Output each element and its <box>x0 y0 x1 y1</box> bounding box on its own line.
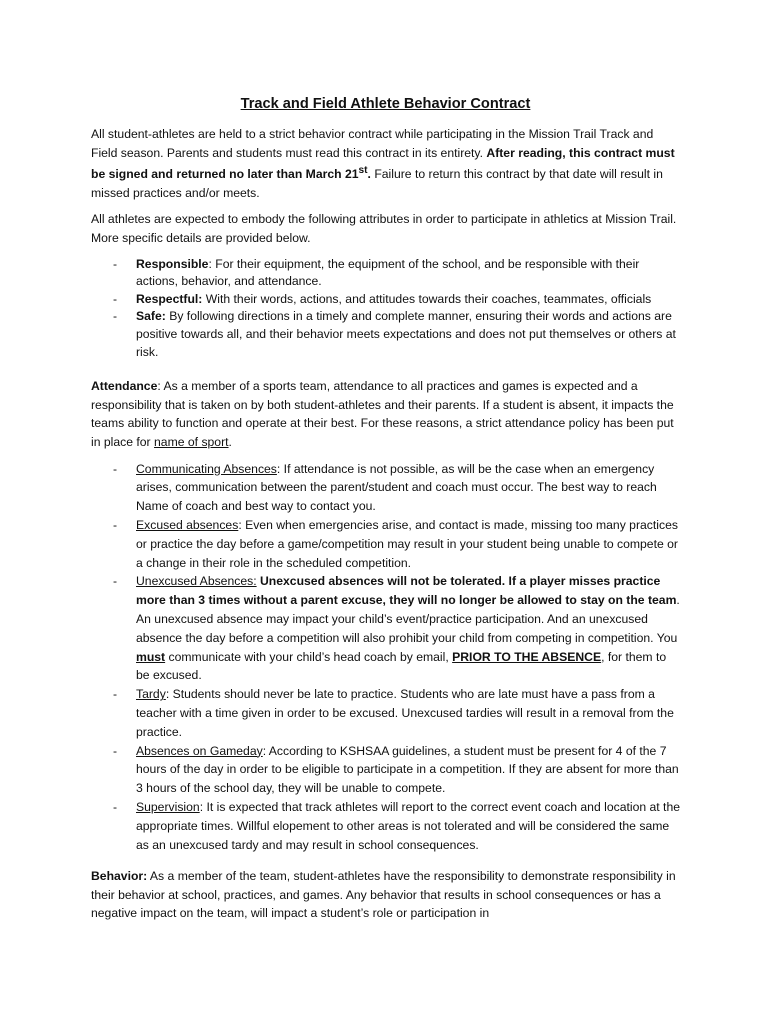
deadline-text: After reading, this contract must be signed and returned no later than March 21 <box>91 145 675 182</box>
attributes-list <box>91 256 680 362</box>
policy-term: Absences on Gameday <box>136 743 263 758</box>
policy-item-excused <box>136 516 680 572</box>
policy-text: : Even when emergencies arise, and contact is made, missing too many practices or practice the day before a game/competition may result in your student being unable to compete or a change in their role in the scheduled competition. <box>136 517 678 570</box>
policy-bold-text: Unexcused absences will not be tolerated. If a player misses practice more than 3 times without a parent excuse, they will no longer be allowed to stay on the team <box>136 574 677 608</box>
behavior-text: As a member of the team, student-athletes have the responsibility to demonstrate responsibility in their behavior at school, practices, and games. Any behavior that results in school consequences or has a negative impact on the team, will impact a student’s role or participation in <box>91 869 676 921</box>
policy-text: communicate with your child’s head coach by email, <box>165 649 453 664</box>
policy-term: Communicating Absences <box>136 461 277 476</box>
attribute-desc: With their words, actions, and attitudes towards their coaches, teammates, officials <box>205 291 652 306</box>
attendance-policy-list <box>91 460 680 855</box>
prior-to-absence-emphasis: PRIOR TO THE ABSENCE <box>452 649 602 664</box>
attribute-item <box>136 291 680 309</box>
policy-text: : According to KSHSAA guidelines, a student must be present for 4 of the 7 hours of the day in order to be eligible to participate in a competition. If they are absent for more than 3 hours of the school day, they will be unable to compete. <box>136 743 679 796</box>
attribute-desc: By following directions in a timely and complete manner, ensuring their words and actions are positive towards all, and their behavior meets expectations and does not put themselves or others at risk. <box>136 309 676 359</box>
attribute-term: Respectful: <box>136 291 203 306</box>
intro-text: All student-athletes are held to a strict behavior contract while participating in the Mission Trail Track and Field season. Parents and students must read this contract in its entirety. <box>91 127 654 160</box>
policy-term: Excused absences <box>136 517 239 532</box>
policy-term: Supervision <box>136 799 200 814</box>
attendance-end: . <box>228 434 232 449</box>
attendance-label: Attendance <box>91 379 158 394</box>
behavior-paragraph <box>91 867 680 923</box>
deadline-ordinal: st <box>358 165 368 177</box>
policy-text: : Students should never be late to practice. Students who are late must have a pass from a teacher with a time given in order to be excused. Unexcused tardies will result in a removal from the practice. <box>136 687 674 739</box>
attendance-paragraph <box>91 377 680 451</box>
policy-item-gameday <box>136 742 680 798</box>
policy-term: Unexcused Absences: <box>136 574 257 589</box>
attribute-term: Safe: <box>136 309 166 324</box>
attribute-item <box>136 308 680 361</box>
policy-text: , for them to be excused. <box>136 649 667 683</box>
intro-paragraph <box>91 125 680 202</box>
policy-term: Tardy <box>136 687 166 702</box>
policy-item-unexcused <box>136 572 680 685</box>
policy-item-communicating <box>136 460 680 516</box>
deadline-period: . <box>367 167 371 182</box>
policy-text: . An unexcused absence may impact your child’s event/practice participation. And an unexcused absence the day before a competition will also prohibit your child from competing in competition. You <box>136 593 680 645</box>
attribute-desc: For their equipment, the equipment of the school, and be responsible with their actions, behavior, and attendance. <box>136 256 640 289</box>
sport-name-placeholder: name of sport <box>154 434 229 449</box>
page-title: Track and Field Athlete Behavior Contract <box>240 96 531 112</box>
policy-text: : If attendance is not possible, as will be the case when an emergency arises, communication between the parent/student and coach must occur. The best way to reach Name of coach and best way to contact you. <box>136 461 657 514</box>
policy-item-supervision <box>136 798 680 854</box>
attendance-text: : As a member of a sports team, attendance to all practices and games is expected and a responsibility that is taken on by both student-athletes and their parents. If a student is absent, it impacts the teams ability to function and operate at their best. For these reasons, a strict attendance policy has been put in place for <box>91 379 674 449</box>
attribute-separator: : <box>208 256 216 271</box>
failure-text: Failure to return this contract by that date will result in missed practices and/or meets. <box>91 167 663 200</box>
attributes-intro: All athletes are expected to embody the following attributes in order to participate in athletics at Mission Trail. More specific details are provided below. <box>91 212 677 246</box>
attribute-term: Responsible <box>136 256 209 271</box>
policy-text: : It is expected that track athletes will report to the correct event coach and location at the appropriate times. Willful elopement to other areas is not tolerated and will be considered the same as an unexcused tardy and may result in school consequences. <box>136 799 680 852</box>
attribute-item <box>136 256 680 291</box>
behavior-label: Behavior: <box>91 869 148 884</box>
must-emphasis: must <box>136 649 166 664</box>
policy-item-tardy <box>136 685 680 741</box>
